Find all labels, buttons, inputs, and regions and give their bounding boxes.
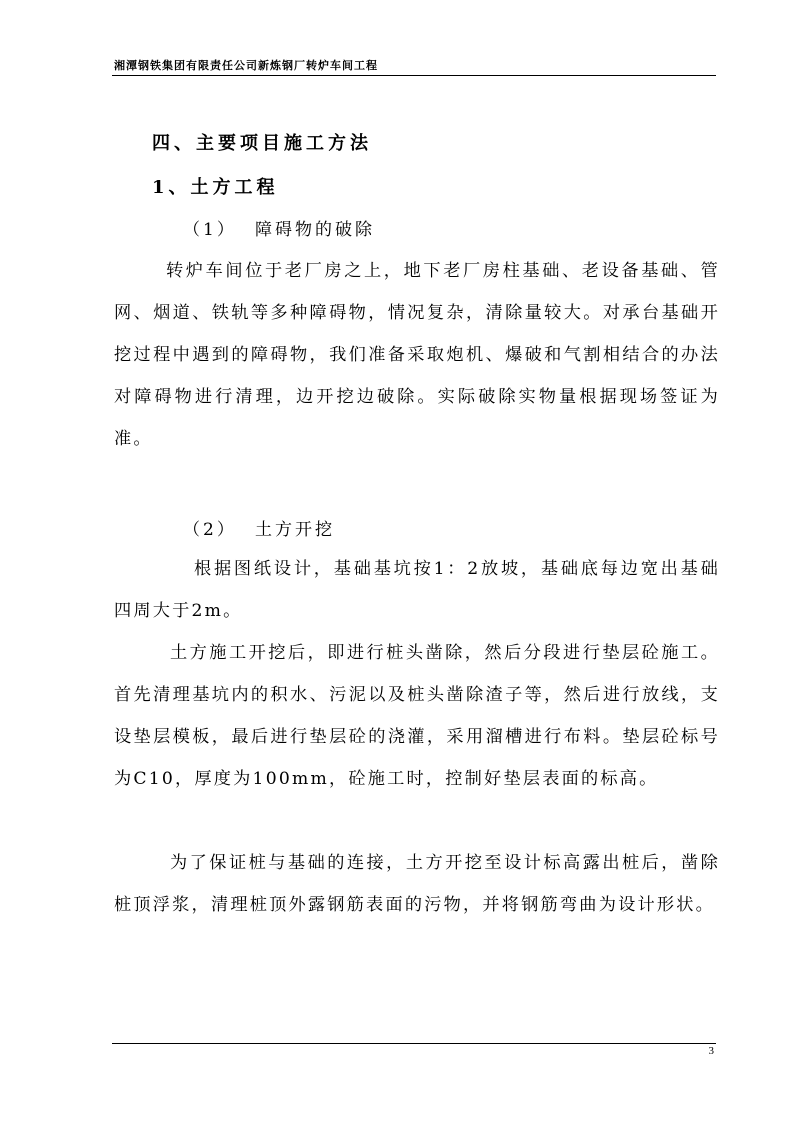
item-number: （2） — [183, 520, 237, 540]
item-title: 障碍物的破除 — [255, 220, 375, 240]
item-heading-1 — [183, 215, 375, 240]
paragraph-pile: 为了保证桩与基础的连接，土方开挖至设计标高露出桩后，凿除桩顶浮浆，清理桩顶外露钢筋表面的污物，并将钢筋弯曲为设计形状。 — [114, 853, 720, 915]
paragraph-obstacles: 转炉车间位于老厂房之上，地下老厂房柱基础、老设备基础、管网、烟道、铁轨等多种障碍物，情况复杂，清除量较大。对承台基础开挖过程中遇到的障碍物，我们准备采取炮机、爆破和气割相结合的办法对障碍物进行清理，边开挖边破除。实际破除实物量根据现场签证为准。 — [114, 261, 720, 449]
item-number: （1） — [183, 220, 237, 240]
footer-rule — [112, 1043, 716, 1044]
paragraph-cushion: 土方施工开挖后，即进行桩头凿除，然后分段进行垫层砼施工。首先清理基坑内的积水、污泥以及桩头凿除渣子等，然后进行放线，支设垫层模板，最后进行垫层砼的浇灌，采用溜槽进行布料。垫层砼标号为C10，厚度为100mm，砼施工时，控制好垫层表面的标高。 — [114, 643, 720, 789]
page-number: 3 — [708, 1045, 714, 1057]
item-heading-2 — [183, 515, 335, 540]
section-heading: 四、主要项目施工方法 — [152, 133, 372, 154]
paragraph-slope: 根据图纸设计，基础基坑按1：2放坡，基础底每边宽出基础四周大于2m。 — [114, 559, 720, 621]
header-rule — [112, 75, 716, 76]
subsection-heading: 1、土方工程 — [152, 177, 279, 198]
item-title: 土方开挖 — [255, 520, 335, 540]
document-header: 湘潭钢铁集团有限责任公司新炼钢厂转炉车间工程 — [114, 59, 378, 72]
